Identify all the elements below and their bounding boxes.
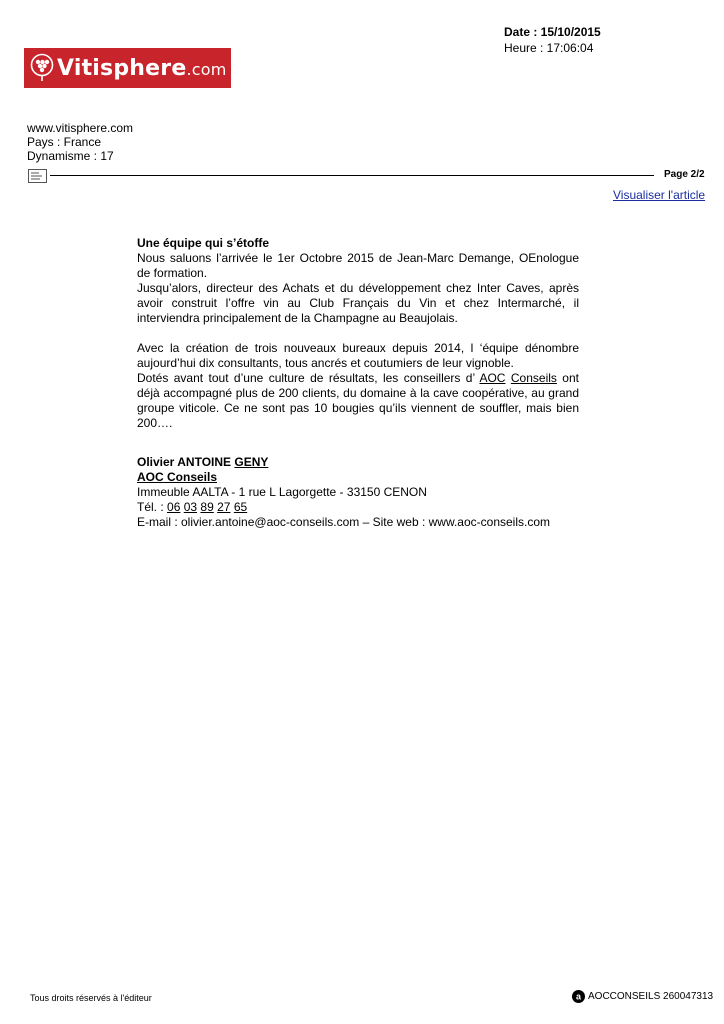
footer-reference (572, 990, 713, 1003)
article-title: Une équipe qui s’étoffe (137, 236, 270, 250)
source-site: www.vitisphere.com (27, 121, 134, 135)
company-link-conseils: Conseils (510, 371, 557, 385)
view-article-link[interactable]: Visualiser l'article (613, 188, 706, 202)
source-meta (27, 121, 133, 163)
date-time-block (504, 24, 601, 56)
signature-address: Immeuble AALTA - 1 rue L Lagorgette - 33150 CENON (137, 485, 427, 499)
signature-block (137, 455, 550, 530)
article-paragraph: Dotés avant tout d’une culture de résultats, les conseillers d’ AOC Conseils ont déjà accompagné plus de 200 clients, du domaine à la cave coopérative, au grand groupe viticole. Ce ne sont pas 10 bougies qu’ils viennent de souffler, mais bien 200…. (137, 371, 579, 430)
header-divider (50, 175, 654, 176)
signature-contact: E-mail : olivier.antoine@aoc-conseils.com – Site web : www.aoc-conseils.com (137, 515, 551, 529)
page-number: Page 2/2 (664, 169, 705, 180)
article-paragraph: Jusqu’alors, directeur des Achats et du développement chez Inter Caves, après avoir construit l’offre vin au Club Français du Vin et chez Intermarché, il interviendra principalement de la Champagne au Beaujolais. (137, 281, 579, 325)
footer-rights: Tous droits réservés à l'éditeur (30, 993, 152, 1003)
source-dynamism: Dynamisme : 17 (27, 149, 114, 163)
logo-text: Vitisphere.com (57, 55, 227, 81)
document-icon (28, 169, 47, 183)
signature-name: Olivier ANTOINE GENY (137, 455, 269, 469)
article-body (137, 236, 579, 431)
company-link-aoc: AOC (479, 371, 506, 385)
article-paragraph: Nous saluons l’arrivée le 1er Octobre 2015 de Jean-Marc Demange, OEnologue de formation. (137, 251, 579, 280)
article-paragraph: Avec la création de trois nouveaux bureaux depuis 2014, l ‘équipe dénombre aujourd’hui dix consultants, tous ancrés et coutumiers de leur vignoble. (137, 341, 579, 370)
date-label: Date : 15/10/2015 (504, 25, 601, 39)
svg-text:a: a (575, 991, 582, 1002)
time-label: Heure : 17:06:04 (504, 41, 594, 55)
source-country: Pays : France (27, 135, 102, 149)
signature-company: AOC Conseils (137, 470, 218, 484)
signature-phone: Tél. : 06 03 89 27 65 (137, 500, 248, 514)
footer-ref-code: AOCCONSEILS 260047313 (588, 991, 714, 1002)
vitisphere-logo (24, 48, 231, 88)
argus-logo-icon (572, 990, 585, 1003)
grape-icon (30, 53, 54, 83)
